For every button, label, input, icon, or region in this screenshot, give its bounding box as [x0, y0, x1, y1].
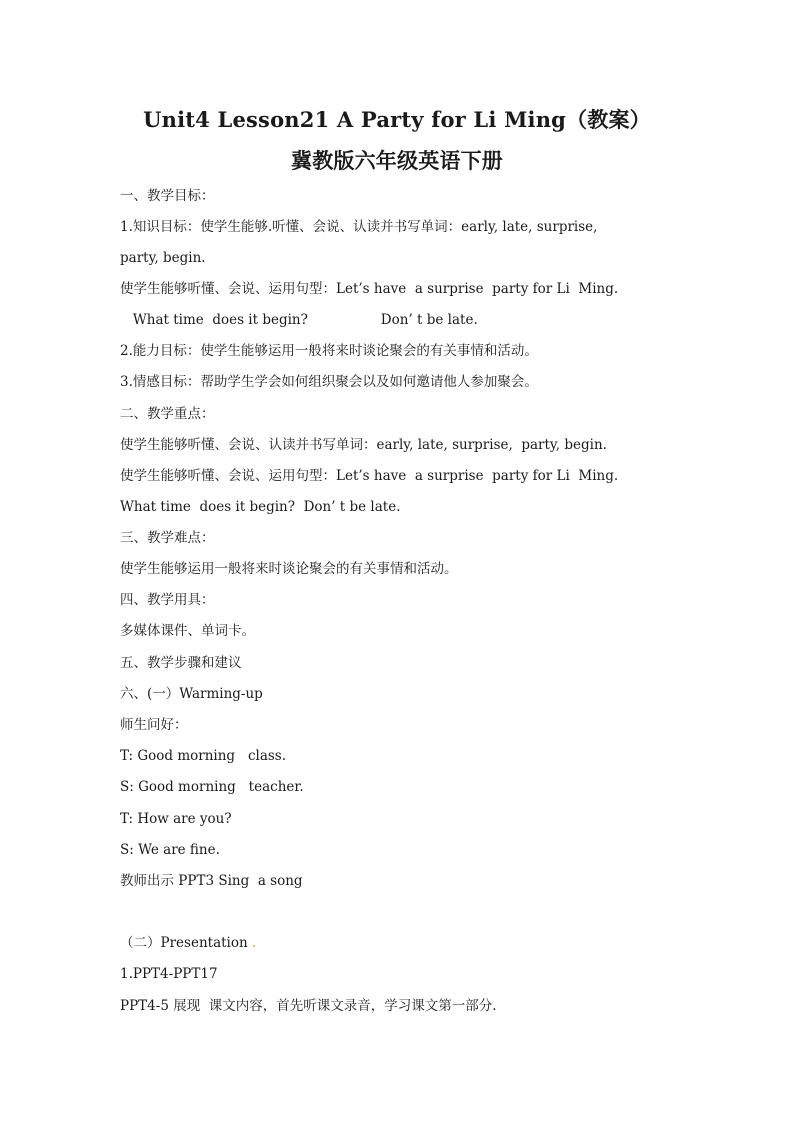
paragraph-line: 1.PPT4-PPT17 — [120, 966, 218, 982]
section-heading: 二、教学重点： — [120, 406, 215, 422]
stray-dot: . — [251, 935, 257, 951]
document-title: Unit4 Lesson21 A Party for Li Ming（教案） — [143, 107, 651, 132]
paragraph-line: 多媒体课件、单词卡。 — [120, 623, 255, 639]
section-heading: 六、(一）Warming-up — [120, 686, 263, 702]
paragraph-line: 使学生能够听懂、会说、认读并书写单词：early, late, surprise, party, begin. — [120, 437, 607, 453]
paragraph-line: 教师出示 PPT3 Sing a song — [120, 873, 303, 889]
section-heading: 五、教学步骤和建议 — [120, 655, 242, 671]
paragraph-line: 使学生能够听懂、会说、运用句型：Let’s have a surprise party for Li Ming. — [120, 468, 619, 484]
paragraph-line: 师生问好： — [120, 717, 188, 733]
section-heading — [120, 933, 256, 953]
dialogue-line: S: Good morning teacher. — [120, 779, 304, 795]
document-subtitle: 冀教版六年级英语下册 — [291, 148, 503, 173]
paragraph-line: party, begin. — [120, 250, 206, 266]
paragraph-line: 3.情感目标：帮助学生学会如何组织聚会以及如何邀请他人参加聚会。 — [120, 374, 538, 390]
presentation-heading: （二）Presentation — [120, 935, 248, 951]
paragraph-line: What time does it begin? Don’ t be late. — [120, 312, 478, 328]
paragraph-line: 使学生能够运用一般将来时谈论聚会的有关事情和活动。 — [120, 561, 458, 577]
paragraph-line: What time does it begin? Don’ t be late. — [120, 499, 401, 515]
paragraph-line: 2.能力目标：使学生能够运用一般将来时谈论聚会的有关事情和活动。 — [120, 343, 538, 359]
section-heading: 三、教学难点： — [120, 530, 215, 546]
paragraph-line: 使学生能够听懂、会说、运用句型：Let’s have a surprise party for Li Ming. — [120, 281, 619, 297]
section-heading: 一、教学目标： — [120, 188, 215, 204]
section-heading: 四、教学用具： — [120, 592, 215, 608]
paragraph-line: PPT4-5 展现 课文内容，首先听课文录音，学习课文第一部分. — [120, 998, 497, 1014]
dialogue-line: S: We are fine. — [120, 842, 220, 858]
paragraph-line: 1.知识目标：使学生能够.听懂、会说、认读并书写单词：early, late, surprise, — [120, 219, 598, 235]
dialogue-line: T: Good morning class. — [120, 748, 287, 764]
dialogue-line: T: How are you? — [120, 811, 232, 827]
